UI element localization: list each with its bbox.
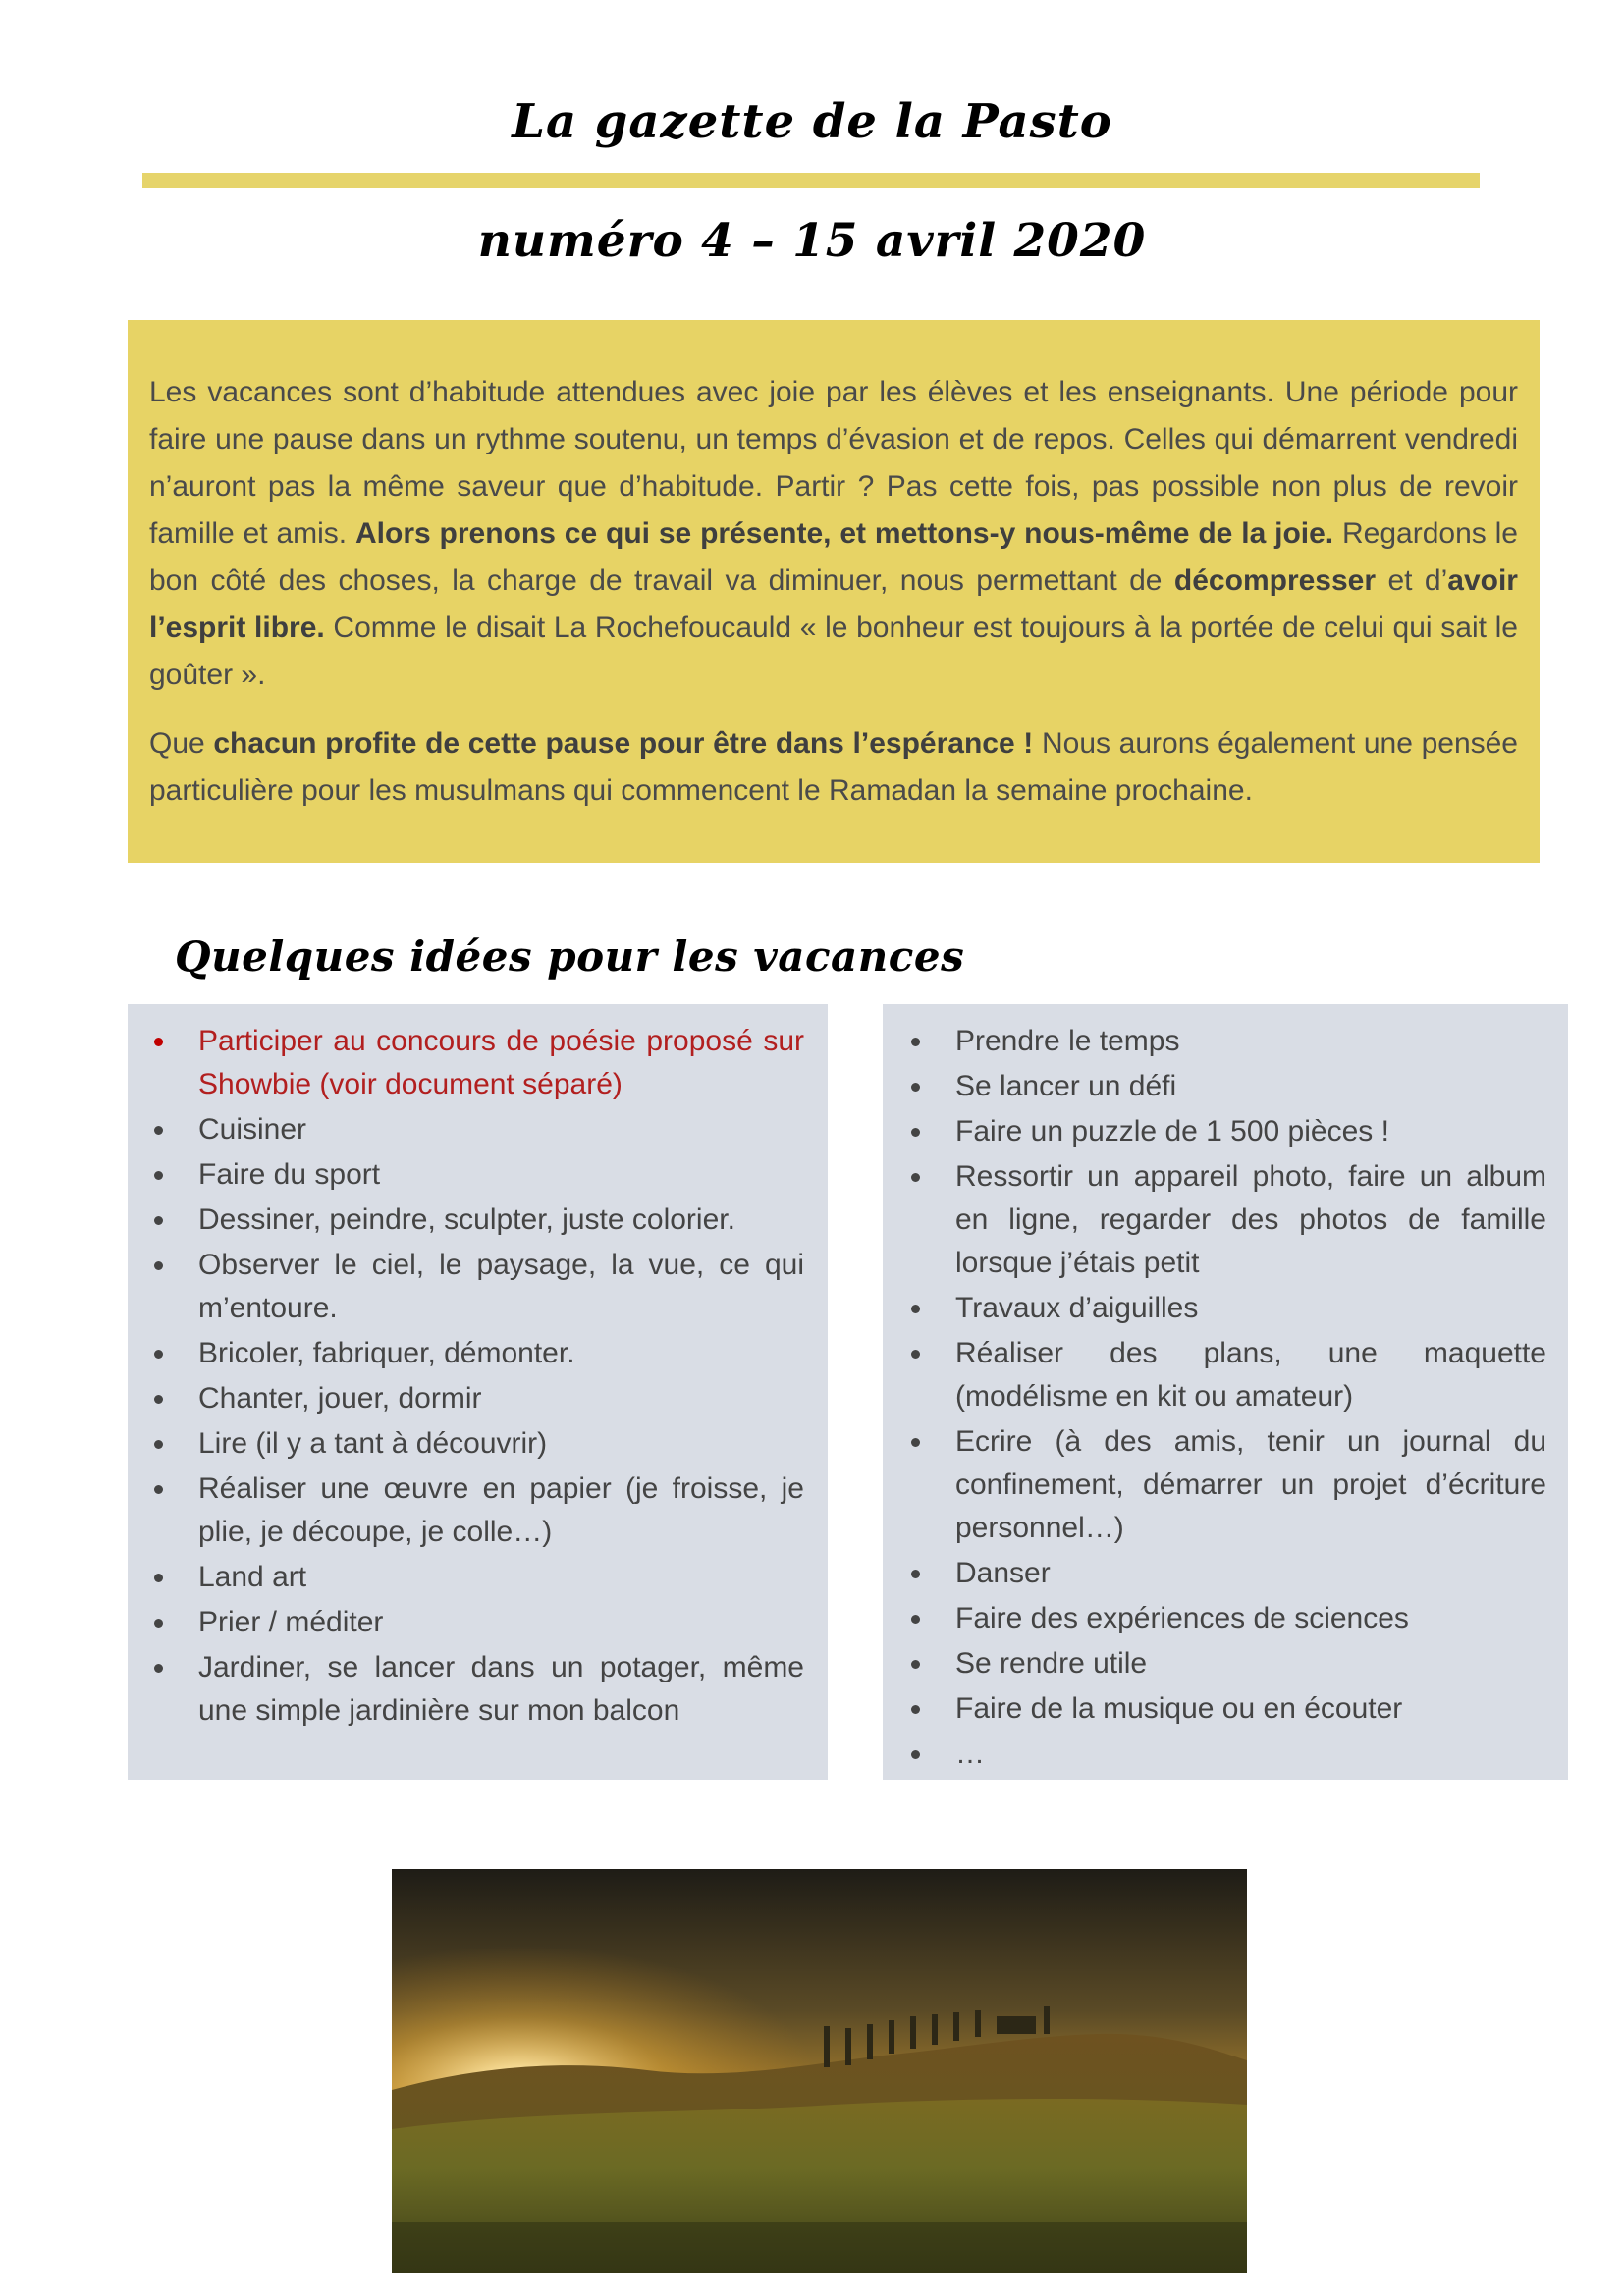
intro-box (128, 320, 1540, 863)
idea-text: Prendre le temps (955, 1025, 1180, 1057)
bullet-icon (911, 1128, 920, 1137)
idea-list-item (955, 1642, 1546, 1685)
idea-list-item (198, 1377, 804, 1420)
idea-list-item (955, 1597, 1546, 1640)
intro-text: Nous aurons également une pensée particulière pour les musulmans qui commencent le Ramadan la semaine prochaine. (149, 727, 1518, 807)
idea-list-item (198, 1468, 804, 1554)
intro-text: et d’ (1376, 564, 1448, 597)
intro-emphasis: décompresser (1173, 564, 1377, 597)
idea-list-item (955, 1287, 1546, 1330)
bullet-icon (911, 1705, 920, 1714)
idea-text: Réaliser des plans, une maquette (modélisme en kit ou amateur) (955, 1337, 1546, 1413)
bullet-icon (911, 1570, 920, 1578)
idea-text: Chanter, jouer, dormir (198, 1382, 482, 1415)
ideas-list-right (955, 1020, 1546, 1776)
idea-list-item (955, 1733, 1546, 1776)
idea-text: Lire (il y a tant à découvrir) (198, 1427, 548, 1460)
intro-emphasis: chacun profite de cette pause pour être dans l’espérance ! (213, 727, 1034, 760)
bullet-icon (911, 1660, 920, 1669)
idea-list-item (955, 1420, 1546, 1550)
idea-text: Participer au concours de poésie proposé sur Showbie (voir document séparé) (198, 1025, 804, 1100)
idea-text: Faire un puzzle de 1 500 pièces ! (955, 1115, 1389, 1148)
sunset-landscape-photo (392, 1869, 1247, 2273)
idea-text: Bricoler, fabriquer, démonter. (198, 1337, 575, 1369)
bullet-icon (154, 1350, 163, 1359)
ideas-list-left (198, 1020, 804, 1733)
bullet-icon (154, 1395, 163, 1404)
intro-text: Regardons le bon côté des choses, la charge de travail va diminuer, nous permettant de (149, 517, 1518, 597)
bullet-icon (911, 1083, 920, 1092)
intro-emphasis: Alors prenons ce qui se présente, et mettons-y nous-même de la joie. (355, 517, 1334, 550)
idea-text: Prier / méditer (198, 1606, 384, 1638)
bullet-icon (154, 1216, 163, 1225)
gazette-title: La gazette de la Pasto (512, 94, 1112, 149)
idea-list-item (955, 1020, 1546, 1063)
bullet-icon (154, 1574, 163, 1582)
bullet-icon (154, 1485, 163, 1494)
bullet-icon (154, 1038, 163, 1046)
bullet-icon (911, 1305, 920, 1313)
intro-text: Comme le disait La Rochefoucauld « le bonheur est toujours à la portée de celui qui sait le goûter ». (149, 612, 1518, 691)
bullet-icon (911, 1615, 920, 1624)
idea-text: Observer le ciel, le paysage, la vue, ce qui m’entoure. (198, 1249, 804, 1324)
intro-paragraph-1 (149, 369, 1518, 699)
bullet-icon (911, 1350, 920, 1359)
idea-text: Ressortir un appareil photo, faire un album en ligne, regarder des photos de famille lorsque j’étais petit (955, 1160, 1546, 1279)
idea-list-item (198, 1108, 804, 1151)
bullet-icon (911, 1438, 920, 1447)
bullet-icon (154, 1171, 163, 1180)
idea-list-item (198, 1601, 804, 1644)
idea-list-item (955, 1687, 1546, 1731)
idea-text: Travaux d’aiguilles (955, 1292, 1199, 1324)
bullet-icon (911, 1173, 920, 1182)
bullet-icon (911, 1038, 920, 1046)
idea-text: Cuisiner (198, 1113, 307, 1146)
bullet-icon (154, 1664, 163, 1673)
idea-text: Danser (955, 1557, 1051, 1589)
ideas-column-right (883, 1004, 1568, 1780)
idea-list-item (198, 1332, 804, 1375)
intro-paragraph-2 (149, 721, 1518, 815)
idea-text: Se rendre utile (955, 1647, 1148, 1680)
idea-text: Se lancer un défi (955, 1070, 1177, 1102)
idea-list-item (955, 1065, 1546, 1108)
issue-number: numéro 4 – 15 avril 2020 (477, 214, 1147, 268)
idea-text: Faire des expériences de sciences (955, 1602, 1409, 1634)
idea-list-item (955, 1552, 1546, 1595)
idea-text: Dessiner, peindre, sculpter, juste colorier. (198, 1203, 735, 1236)
idea-list-item (198, 1153, 804, 1197)
idea-list-item (198, 1422, 804, 1466)
bullet-icon (154, 1261, 163, 1270)
idea-list-item (198, 1556, 804, 1599)
title-divider (142, 173, 1480, 188)
intro-text: Que (149, 727, 214, 760)
idea-text: Land art (198, 1561, 307, 1593)
intro-emphasis: avoir l’esprit libre. (149, 564, 1518, 644)
idea-list-item (955, 1110, 1546, 1153)
idea-text: Ecrire (à des amis, tenir un journal du confinement, démarrer un projet d’écriture personnel…) (955, 1425, 1546, 1544)
idea-text: Jardiner, se lancer dans un potager, même une simple jardinière sur mon balcon (198, 1651, 804, 1727)
bullet-icon (154, 1619, 163, 1628)
idea-list-item (955, 1332, 1546, 1418)
bullet-icon (154, 1440, 163, 1449)
idea-list-item (198, 1646, 804, 1733)
bullet-icon (154, 1126, 163, 1135)
idea-text: Faire de la musique ou en écouter (955, 1692, 1403, 1725)
idea-list-item (955, 1155, 1546, 1285)
bullet-icon (911, 1750, 920, 1759)
idea-list-item (198, 1199, 804, 1242)
idea-text: … (955, 1737, 985, 1770)
idea-text: Faire du sport (198, 1158, 381, 1191)
idea-list-item (198, 1020, 804, 1106)
ideas-heading: Quelques idées pour les vacances (175, 933, 965, 981)
ideas-column-left (128, 1004, 828, 1780)
intro-text: Les vacances sont d’habitude attendues avec joie par les élèves et les enseignants. Une période pour faire une pause dans un rythme soutenu, un temps d’évasion et de repos. Celles qui démarrent vendredi n’auront pas la même saveur que d’habitude. Partir ? Pas cette fois, pas possible non plus de revoir famille et amis. (149, 376, 1518, 550)
idea-list-item (198, 1244, 804, 1330)
idea-text: Réaliser une œuvre en papier (je froisse, je plie, je découpe, je colle…) (198, 1472, 804, 1548)
